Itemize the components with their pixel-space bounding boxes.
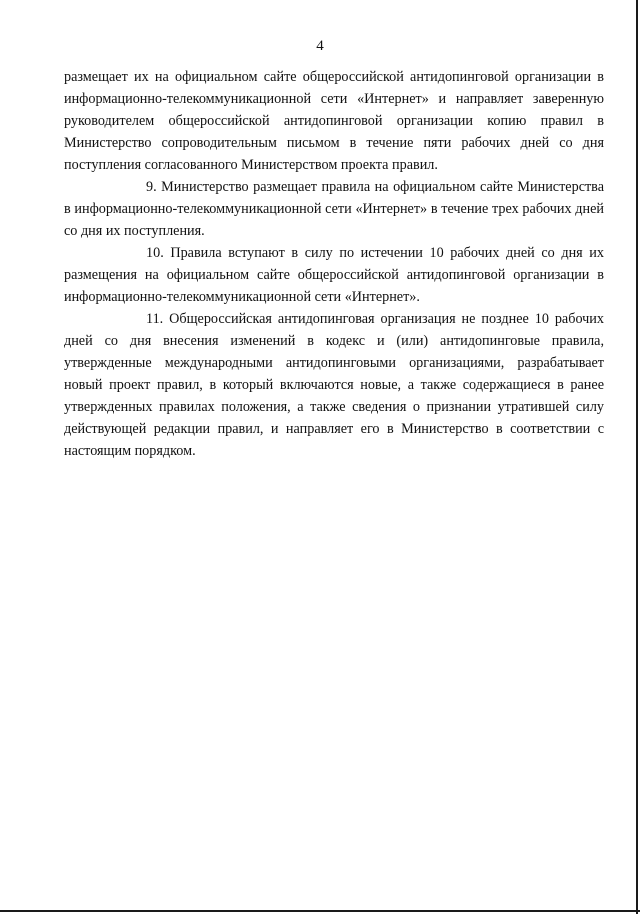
scan-border-bottom bbox=[0, 910, 640, 912]
page-number: 4 bbox=[316, 38, 324, 54]
paragraph-text: Министерство размещает правила на официальном сайте Министерства в информационно-телекоммуникационной сети «Интернет» в течение трех рабочих дней со дня их поступления. bbox=[64, 179, 604, 239]
scan-border-right bbox=[636, 0, 638, 914]
paragraph-9 bbox=[64, 176, 604, 242]
paragraph-number: 10. bbox=[146, 245, 164, 261]
paragraph-11 bbox=[64, 308, 604, 462]
document-body bbox=[64, 66, 604, 462]
paragraph-text: размещает их на официальном сайте общероссийской антидопинговой организации в информационно-телекоммуникационной сети «Интернет» и направляет заверенную руководителем общероссийской антидопинговой организации копию правил в Министерство сопроводительным письмом в течение пяти рабочих дней со дня поступления согласованного Министерством проекта правил. bbox=[64, 69, 604, 173]
paragraph-continuation bbox=[64, 66, 604, 176]
paragraph-number: 11. bbox=[146, 311, 164, 327]
paragraph-10 bbox=[64, 242, 604, 308]
paragraph-text: Общероссийская антидопинговая организация не позднее 10 рабочих дней со дня внесения изменений в кодекс и (или) антидопинговые правила, утвержденные международными антидопинговыми организациями, разрабатывает новый проект правил, в который включаются новые, а также содержащиеся в ранее утвержденных правилах положения, а также сведения о признании утратившей силу действующей редакции правил, и направляет его в Министерство в соответствии с настоящим порядком. bbox=[64, 311, 604, 459]
paragraph-number: 9. bbox=[146, 179, 157, 195]
paragraph-text: Правила вступают в силу по истечении 10 рабочих дней со дня их размещения на официальном сайте общероссийской антидопинговой организации в информационно-телекоммуникационной сети «Интернет». bbox=[64, 245, 604, 305]
